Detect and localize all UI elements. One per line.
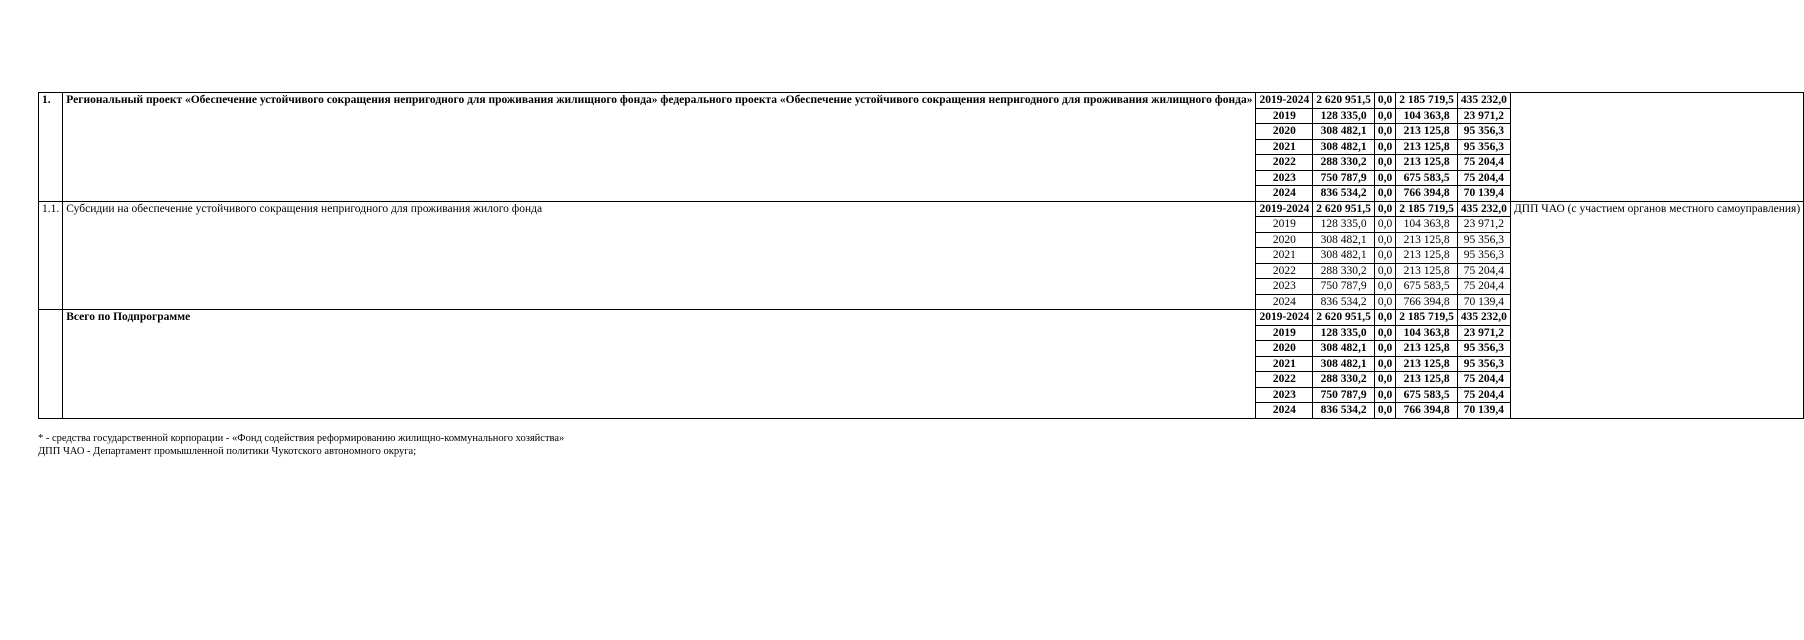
total-cell: 308 482,1 (1313, 356, 1375, 372)
fund-cell: 0,0 (1374, 170, 1395, 186)
district-cell: 213 125,8 (1396, 248, 1458, 264)
fund-cell: 0,0 (1374, 124, 1395, 140)
district-cell: 213 125,8 (1396, 139, 1458, 155)
period-cell: 2020 (1256, 232, 1313, 248)
footnotes (38, 432, 564, 458)
local-cell: 95 356,3 (1457, 124, 1510, 140)
local-cell: 75 204,4 (1457, 372, 1510, 388)
period-cell: 2020 (1256, 124, 1313, 140)
period-cell: 2019 (1256, 325, 1313, 341)
fund-cell: 0,0 (1374, 232, 1395, 248)
row-index: 1.1. (39, 201, 63, 310)
fund-cell: 0,0 (1374, 325, 1395, 341)
total-cell: 308 482,1 (1313, 232, 1375, 248)
fund-cell: 0,0 (1374, 387, 1395, 403)
fund-cell: 0,0 (1374, 93, 1395, 109)
fund-cell: 0,0 (1374, 108, 1395, 124)
total-cell: 308 482,1 (1313, 139, 1375, 155)
period-cell: 2024 (1256, 403, 1313, 419)
period-cell: 2022 (1256, 263, 1313, 279)
local-cell: 95 356,3 (1457, 248, 1510, 264)
fund-cell: 0,0 (1374, 356, 1395, 372)
local-cell: 70 139,4 (1457, 186, 1510, 202)
row-index: 1. (39, 93, 63, 202)
total-cell: 2 620 951,5 (1313, 201, 1375, 217)
local-cell: 23 971,2 (1457, 108, 1510, 124)
total-cell: 836 534,2 (1313, 403, 1375, 419)
fund-cell: 0,0 (1374, 155, 1395, 171)
footnote-asterisk: * - средства государственной корпорации - «Фонд содействия реформированию жилищно-коммунального хозяйства» (38, 433, 565, 444)
local-cell: 75 204,4 (1457, 387, 1510, 403)
district-cell: 2 185 719,5 (1396, 93, 1458, 109)
district-cell: 213 125,8 (1396, 155, 1458, 171)
district-cell: 766 394,8 (1396, 403, 1458, 419)
district-cell: 675 583,5 (1396, 279, 1458, 295)
period-cell: 2021 (1256, 356, 1313, 372)
total-cell: 750 787,9 (1313, 387, 1375, 403)
district-cell: 104 363,8 (1396, 217, 1458, 233)
period-cell: 2020 (1256, 341, 1313, 357)
total-cell: 2 620 951,5 (1313, 310, 1375, 326)
period-cell: 2022 (1256, 372, 1313, 388)
fund-cell: 0,0 (1374, 294, 1395, 310)
local-cell: 95 356,3 (1457, 139, 1510, 155)
local-cell: 435 232,0 (1457, 93, 1510, 109)
period-cell: 2019-2024 (1256, 93, 1313, 109)
local-cell: 435 232,0 (1457, 310, 1510, 326)
total-cell: 128 335,0 (1313, 325, 1375, 341)
executor-cell: ДПП ЧАО (с участием органов местного самоуправления) (1510, 201, 1803, 418)
fund-cell: 0,0 (1374, 310, 1395, 326)
local-cell: 95 356,3 (1457, 356, 1510, 372)
district-cell: 2 185 719,5 (1396, 310, 1458, 326)
period-cell: 2021 (1256, 139, 1313, 155)
total-cell: 128 335,0 (1313, 217, 1375, 233)
period-cell: 2024 (1256, 294, 1313, 310)
period-cell: 2023 (1256, 279, 1313, 295)
period-cell: 2019-2024 (1256, 201, 1313, 217)
local-cell: 75 204,4 (1457, 155, 1510, 171)
footnote-dpp: ДПП ЧАО - Департамент промышленной политики Чукотского автономного округа; (38, 446, 417, 457)
local-cell: 75 204,4 (1457, 263, 1510, 279)
local-cell: 70 139,4 (1457, 403, 1510, 419)
budget-table (38, 92, 1804, 419)
period-cell: 2024 (1256, 186, 1313, 202)
fund-cell: 0,0 (1374, 341, 1395, 357)
local-cell: 435 232,0 (1457, 201, 1510, 217)
district-cell: 104 363,8 (1396, 325, 1458, 341)
total-cell: 836 534,2 (1313, 294, 1375, 310)
total-cell: 750 787,9 (1313, 170, 1375, 186)
period-cell: 2021 (1256, 248, 1313, 264)
district-cell: 213 125,8 (1396, 372, 1458, 388)
local-cell: 70 139,4 (1457, 294, 1510, 310)
local-cell: 23 971,2 (1457, 325, 1510, 341)
fund-cell: 0,0 (1374, 263, 1395, 279)
period-cell: 2022 (1256, 155, 1313, 171)
district-cell: 766 394,8 (1396, 186, 1458, 202)
district-cell: 675 583,5 (1396, 170, 1458, 186)
district-cell: 213 125,8 (1396, 124, 1458, 140)
district-cell: 2 185 719,5 (1396, 201, 1458, 217)
fund-cell: 0,0 (1374, 248, 1395, 264)
fund-cell: 0,0 (1374, 217, 1395, 233)
activity-name: Региональный проект «Обеспечение устойчивого сокращения непригодного для проживания жилищного фонда» федерального проекта «Обеспечение устойчивого сокращения непригодного для проживания жилищного фонда» (63, 93, 1256, 202)
period-cell: 2023 (1256, 387, 1313, 403)
district-cell: 213 125,8 (1396, 232, 1458, 248)
fund-cell: 0,0 (1374, 201, 1395, 217)
total-cell: 128 335,0 (1313, 108, 1375, 124)
total-label: Всего по Подпрограмме (63, 310, 1256, 419)
fund-cell: 0,0 (1374, 139, 1395, 155)
district-cell: 104 363,8 (1396, 108, 1458, 124)
total-cell: 308 482,1 (1313, 248, 1375, 264)
local-cell: 95 356,3 (1457, 341, 1510, 357)
district-cell: 213 125,8 (1396, 263, 1458, 279)
local-cell: 75 204,4 (1457, 170, 1510, 186)
total-cell: 308 482,1 (1313, 124, 1375, 140)
period-cell: 2019 (1256, 108, 1313, 124)
executor-cell (1510, 93, 1803, 202)
total-cell: 288 330,2 (1313, 155, 1375, 171)
period-cell: 2019 (1256, 217, 1313, 233)
local-cell: 75 204,4 (1457, 279, 1510, 295)
fund-cell: 0,0 (1374, 186, 1395, 202)
period-cell: 2023 (1256, 170, 1313, 186)
table-row (39, 93, 1804, 109)
local-cell: 95 356,3 (1457, 232, 1510, 248)
total-cell: 308 482,1 (1313, 341, 1375, 357)
fund-cell: 0,0 (1374, 372, 1395, 388)
fund-cell: 0,0 (1374, 279, 1395, 295)
total-cell: 836 534,2 (1313, 186, 1375, 202)
total-cell: 750 787,9 (1313, 279, 1375, 295)
row-index (39, 310, 63, 419)
district-cell: 213 125,8 (1396, 356, 1458, 372)
district-cell: 213 125,8 (1396, 341, 1458, 357)
district-cell: 766 394,8 (1396, 294, 1458, 310)
total-cell: 288 330,2 (1313, 263, 1375, 279)
period-cell: 2019-2024 (1256, 310, 1313, 326)
local-cell: 23 971,2 (1457, 217, 1510, 233)
fund-cell: 0,0 (1374, 403, 1395, 419)
activity-name: Субсидии на обеспечение устойчивого сокращения непригодного для проживания жилого фонда (63, 201, 1256, 310)
total-cell: 288 330,2 (1313, 372, 1375, 388)
district-cell: 675 583,5 (1396, 387, 1458, 403)
total-cell: 2 620 951,5 (1313, 93, 1375, 109)
table-row (39, 201, 1804, 217)
